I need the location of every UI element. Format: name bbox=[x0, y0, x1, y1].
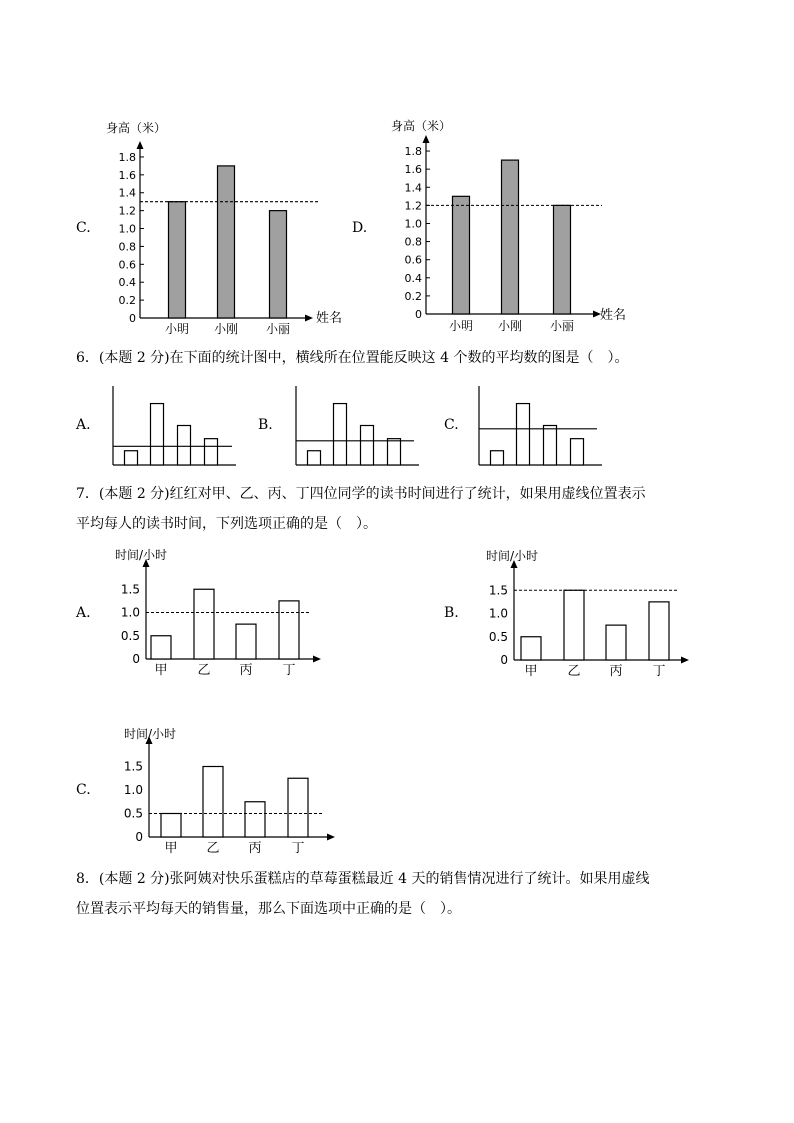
y-tick-label: 1.2 bbox=[404, 199, 422, 213]
category-label: 乙 bbox=[206, 841, 220, 856]
y-tick-label: 1.0 bbox=[120, 605, 140, 620]
y-tick-label: 0.8 bbox=[118, 240, 136, 254]
y-axis-label: 时间/小时 bbox=[486, 549, 539, 563]
category-label: 丙 bbox=[248, 841, 262, 856]
y-tick-label: 1.6 bbox=[118, 168, 136, 182]
question-8-line-2: 位置表示平均每天的销售量，那么下面选项中正确的是（ ）。 bbox=[76, 901, 461, 917]
category-label: 乙 bbox=[567, 664, 581, 679]
question-7-line-1: 7．(本题 2 分)红红对甲、乙、丙、丁四位同学的读书时间进行了统计，如果用虚线位置表示 bbox=[76, 486, 646, 502]
option-label-q6-b: B. bbox=[258, 417, 273, 433]
category-label: 小丽 bbox=[265, 322, 291, 336]
y-tick-label: 1.5 bbox=[123, 759, 143, 774]
x-axis-label: 姓名 bbox=[316, 311, 343, 326]
question-8-line-1: 8．(本题 2 分)张阿姨对快乐蛋糕店的草莓蛋糕最近 4 天的销售情况进行了统计。如果用虚线 bbox=[76, 871, 650, 887]
y-tick-label: 0 bbox=[129, 312, 136, 325]
y-tick-label: 0.8 bbox=[404, 235, 422, 249]
category-label: 甲 bbox=[164, 841, 178, 856]
y-axis-label: 身高（米） bbox=[391, 119, 452, 133]
y-tick-label: 1.5 bbox=[488, 583, 508, 598]
y-tick-label: 0.6 bbox=[404, 253, 422, 267]
question-6-text: 6．(本题 2 分)在下面的统计图中，横线所在位置能反映这 4 个数的平均数的图是（ ）。 bbox=[76, 350, 629, 366]
y-tick-label: 1.0 bbox=[118, 222, 136, 236]
y-tick-label: 1.8 bbox=[404, 145, 422, 159]
y-tick-label: 0.4 bbox=[404, 271, 422, 285]
option-label-q7-c: C. bbox=[76, 782, 91, 798]
category-label: 丙 bbox=[609, 664, 623, 679]
y-tick-label: 1.8 bbox=[118, 150, 136, 164]
y-tick-label: 0 bbox=[415, 308, 422, 321]
y-tick-label: 0 bbox=[132, 652, 140, 666]
option-label-q7-b: B. bbox=[444, 605, 459, 621]
y-tick-label: 0.4 bbox=[118, 276, 136, 290]
question-7-line-2: 平均每人的读书时间，下列选项正确的是（ ）。 bbox=[76, 516, 377, 532]
y-tick-label: 1.0 bbox=[404, 217, 422, 231]
x-axis-arrow-icon bbox=[327, 834, 335, 841]
y-tick-label: 1.0 bbox=[488, 606, 508, 621]
category-label: 丙 bbox=[239, 663, 253, 678]
bar bbox=[288, 778, 308, 837]
bar bbox=[203, 767, 223, 838]
y-tick-label: 1.0 bbox=[123, 783, 143, 797]
y-tick-label: 1.2 bbox=[118, 204, 136, 218]
category-label: 甲 bbox=[524, 664, 538, 679]
y-tick-label: 1.4 bbox=[404, 181, 422, 195]
category-label: 乙 bbox=[197, 663, 211, 678]
y-axis-label: 时间/小时 bbox=[115, 548, 168, 562]
y-tick-label: 0.2 bbox=[404, 289, 422, 303]
category-label: 小丽 bbox=[549, 319, 575, 333]
y-tick-label: 0.5 bbox=[488, 629, 508, 644]
category-label: 丁 bbox=[652, 664, 666, 679]
category-label: 丁 bbox=[291, 841, 305, 856]
option-label-q6-a: A. bbox=[76, 417, 91, 433]
category-label: 甲 bbox=[154, 663, 168, 678]
x-axis-label: 姓名 bbox=[600, 308, 627, 323]
category-label: 小刚 bbox=[213, 322, 239, 336]
option-label-q6-c: C. bbox=[444, 417, 459, 433]
y-tick-label: 0.5 bbox=[123, 806, 143, 821]
option-label-q5-c: C. bbox=[76, 220, 91, 236]
option-label-q5-d: D. bbox=[352, 220, 368, 236]
category-label: 小刚 bbox=[497, 319, 523, 333]
option-label-q7-a: A. bbox=[76, 605, 91, 621]
bar bbox=[245, 802, 265, 837]
y-tick-label: 0.2 bbox=[118, 294, 136, 308]
y-tick-label: 0 bbox=[135, 830, 143, 844]
y-tick-label: 1.5 bbox=[120, 582, 140, 597]
bar bbox=[161, 814, 181, 838]
y-tick-label: 0 bbox=[500, 653, 508, 667]
y-tick-label: 0.6 bbox=[118, 258, 136, 272]
category-label: 小明 bbox=[164, 322, 190, 336]
category-label: 丁 bbox=[282, 663, 296, 678]
y-tick-label: 1.4 bbox=[118, 186, 136, 200]
y-axis-label: 时间/小时 bbox=[124, 727, 177, 741]
y-tick-label: 0.5 bbox=[120, 628, 140, 643]
y-axis-label: 身高（米） bbox=[106, 121, 167, 135]
y-tick-label: 1.6 bbox=[404, 163, 422, 177]
category-label: 小明 bbox=[448, 319, 474, 333]
